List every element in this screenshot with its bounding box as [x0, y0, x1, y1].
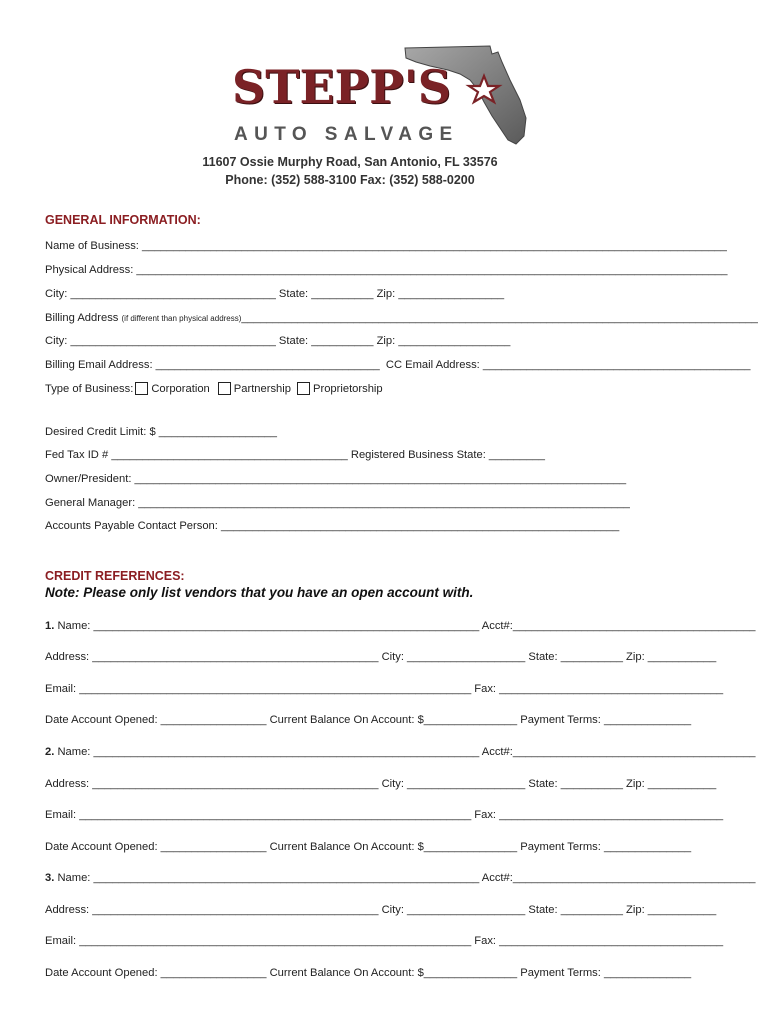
ref1-email-field[interactable]: Email: _______________________________________________________________ Fax: ____________________________________	[45, 683, 724, 695]
proprietorship-checkbox[interactable]	[297, 382, 310, 395]
ref3-address-field[interactable]: Address: ______________________________________________ City: ___________________ State: __________ Zip: ___________	[45, 904, 717, 916]
ref3-name-field[interactable]	[45, 872, 756, 884]
corporation-checkbox[interactable]	[135, 382, 148, 395]
ref2-number: 2.	[45, 746, 55, 758]
billing-email-field[interactable]: Billing Email Address: ____________________________________ CC Email Address: ___________________________________________	[45, 359, 751, 371]
company-phone-fax: Phone: (352) 588-3100 Fax: (352) 588-0200	[225, 173, 475, 187]
ref2-address-field[interactable]: Address: ______________________________________________ City: ___________________ State: __________ Zip: ___________	[45, 778, 717, 790]
corporation-label: Corporation	[151, 383, 210, 395]
credit-references-note: Note: Please only list vendors that you have an open account with.	[45, 585, 474, 600]
ref3-name-line: Name: ______________________________________________________________ Acct#:_______________________________________	[54, 872, 756, 884]
business-type-label: Type of Business:	[45, 383, 134, 395]
ref2-name-field[interactable]	[45, 746, 756, 758]
general-manager-field[interactable]: General Manager: _______________________________________________________________________________	[45, 497, 630, 509]
ref2-name-line: Name: ______________________________________________________________ Acct#:_______________________________________	[54, 746, 756, 758]
ref1-account-field[interactable]: Date Account Opened: _________________ Current Balance On Account: $_______________ Payment Terms: ______________	[45, 714, 692, 726]
ref2-email-field[interactable]: Email: _______________________________________________________________ Fax: ____________________________________	[45, 809, 724, 821]
billing-address-label: Billing Address	[45, 312, 122, 324]
billing-city-state-zip-field[interactable]: City: _________________________________ State: __________ Zip: __________________	[45, 335, 511, 347]
billing-address-note: (if different than physical address)	[121, 314, 242, 323]
billing-address-blank: ___________________________________________________________________________________	[241, 312, 758, 324]
ref3-number: 3.	[45, 872, 55, 884]
company-address: 11607 Ossie Murphy Road, San Antonio, FL 33576	[202, 155, 498, 169]
billing-address-field[interactable]	[45, 312, 758, 324]
credit-limit-value: $ ___________________	[149, 426, 278, 438]
ref1-name-field[interactable]	[45, 620, 756, 632]
proprietorship-label: Proprietorship	[313, 383, 383, 395]
ap-contact-field[interactable]: Accounts Payable Contact Person: ________________________________________________________________	[45, 520, 620, 532]
ref1-number: 1.	[45, 620, 55, 632]
partnership-label: Partnership	[233, 383, 291, 395]
business-type-row	[45, 382, 383, 395]
credit-references-title: CREDIT REFERENCES:	[45, 569, 185, 583]
city-state-zip-field[interactable]: City: _________________________________ State: __________ Zip: _________________	[45, 288, 505, 300]
ref2-account-field[interactable]: Date Account Opened: _________________ Current Balance On Account: $_______________ Payment Terms: ______________	[45, 841, 692, 853]
owner-field[interactable]: Owner/President: _______________________________________________________________________________	[45, 473, 627, 485]
general-info-title: GENERAL INFORMATION:	[45, 213, 201, 227]
brand-subtitle: AUTO SALVAGE	[234, 124, 459, 145]
partnership-checkbox[interactable]	[218, 382, 231, 395]
ref3-account-field[interactable]: Date Account Opened: _________________ Current Balance On Account: $_______________ Payment Terms: ______________	[45, 967, 692, 979]
ref1-address-field[interactable]: Address: ______________________________________________ City: ___________________ State: __________ Zip: ___________	[45, 651, 717, 663]
credit-limit-label: Desired Credit Limit:	[45, 426, 150, 438]
physical-address-field[interactable]: Physical Address: _______________________________________________________________________________________________	[45, 264, 728, 276]
credit-limit-field[interactable]	[45, 426, 277, 438]
fed-tax-field[interactable]: Fed Tax ID # ______________________________________ Registered Business State: _________	[45, 449, 545, 461]
brand-name: STEPP'S	[232, 60, 451, 114]
business-name-field[interactable]: Name of Business: ______________________________________________________________________________________________	[45, 240, 727, 252]
ref3-email-field[interactable]: Email: _______________________________________________________________ Fax: ____________________________________	[45, 935, 724, 947]
ref1-name-line: Name: ______________________________________________________________ Acct#:_______________________________________	[54, 620, 756, 632]
